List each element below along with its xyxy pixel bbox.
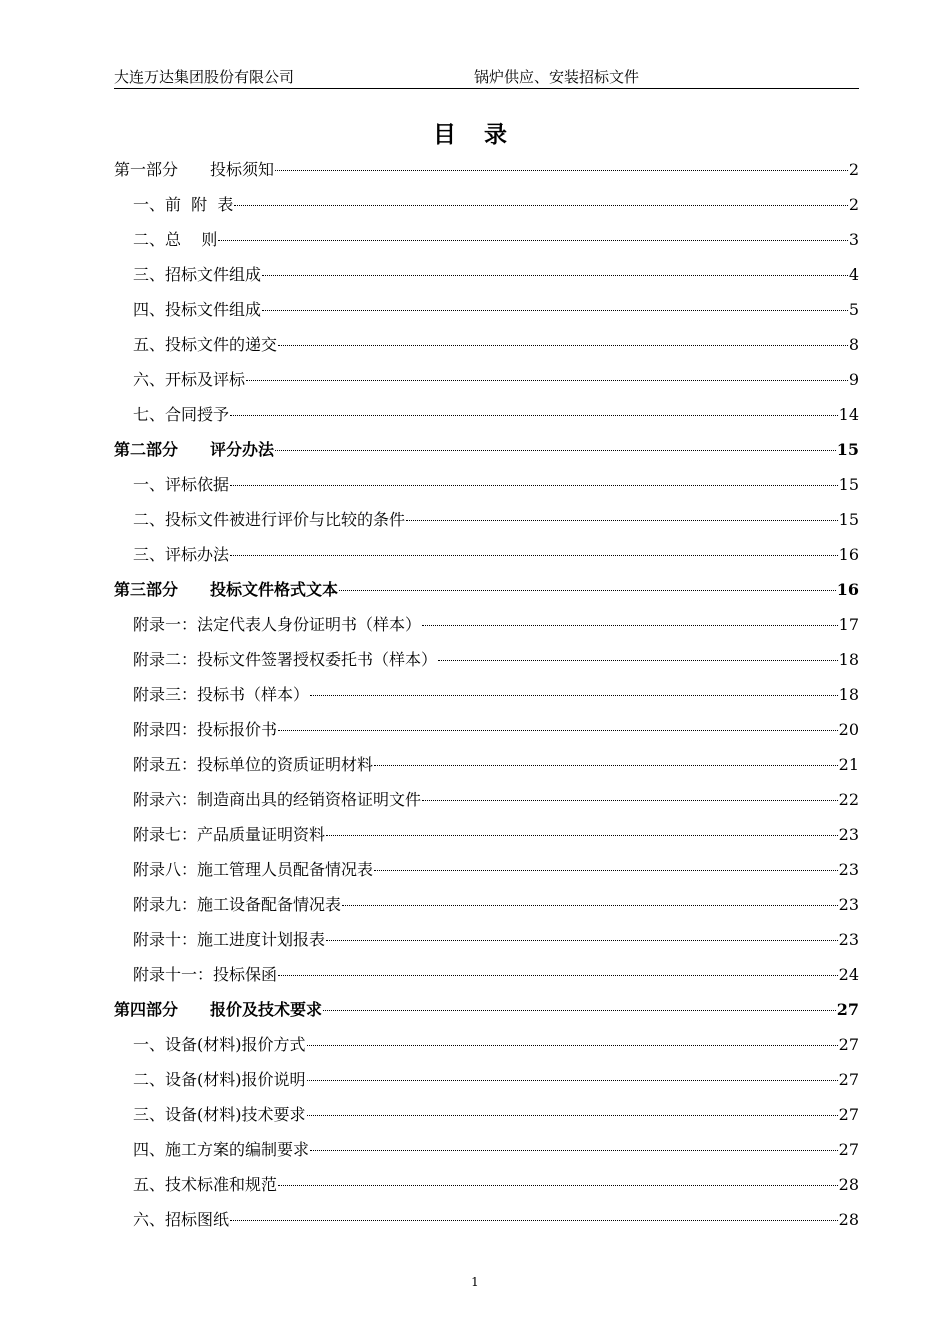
toc-entry[interactable] [114, 1027, 859, 1062]
toc-dot-leader [246, 369, 848, 381]
toc-dot-leader [374, 859, 838, 871]
toc-dot-leader [307, 1104, 838, 1116]
toc-entry-page: 16 [838, 545, 859, 564]
toc-entry[interactable] [114, 292, 859, 327]
page-header [114, 64, 859, 89]
toc-dot-leader [342, 894, 838, 906]
toc-entry-label: 附录十一：投标保函 [133, 965, 278, 984]
toc-entry-label: 附录八：施工管理人员配备情况表 [133, 860, 374, 879]
toc-entry[interactable] [114, 922, 859, 957]
toc-entry-page: 5 [848, 300, 859, 319]
toc-entry-label: 附录九：施工设备配备情况表 [133, 895, 342, 914]
toc-entry-page: 9 [848, 370, 859, 389]
toc-entry[interactable] [114, 957, 859, 992]
toc-entry[interactable] [114, 747, 859, 782]
toc-entry[interactable] [114, 537, 859, 572]
toc-entry-page: 27 [836, 1000, 859, 1019]
toc-entry[interactable] [114, 327, 859, 362]
toc-dot-leader [326, 929, 838, 941]
toc-dot-leader [278, 719, 838, 731]
toc-dot-leader [230, 1209, 838, 1221]
toc-entry-page: 2 [848, 160, 859, 179]
toc-entry[interactable] [114, 817, 859, 852]
toc-dot-leader [307, 1034, 838, 1046]
toc-entry-page: 23 [838, 825, 859, 844]
toc-entry[interactable] [114, 607, 859, 642]
toc-entry-page: 28 [838, 1210, 859, 1229]
toc-entry-label: 投标须知 [210, 160, 275, 179]
toc-entry[interactable] [114, 677, 859, 712]
toc-entry-label: 七、合同授予 [133, 405, 230, 424]
toc-part-number: 第四部分 [114, 1000, 179, 1019]
toc-entry[interactable] [114, 1132, 859, 1167]
toc-part-entry[interactable] [114, 152, 859, 187]
toc-entry[interactable] [114, 397, 859, 432]
toc-entry-label: 二、设备(材料)报价说明 [133, 1070, 306, 1089]
toc-dot-leader [230, 544, 838, 556]
toc-entry-page: 8 [848, 335, 859, 354]
toc-dot-leader [374, 754, 838, 766]
toc-dot-leader [326, 824, 838, 836]
toc-dot-leader [438, 649, 838, 661]
toc-entry-label: 三、招标文件组成 [133, 265, 262, 284]
toc-part-entry[interactable] [114, 992, 859, 1027]
toc-dot-leader [262, 264, 848, 276]
toc-entry[interactable] [114, 1202, 859, 1237]
toc-entry-label: 附录三：投标书（样本） [133, 685, 310, 704]
toc-dot-leader [339, 579, 836, 591]
toc-entry-page: 23 [838, 860, 859, 879]
toc-dot-leader [275, 439, 836, 451]
toc-entry-page: 2 [848, 195, 859, 214]
toc-entry[interactable] [114, 852, 859, 887]
toc-dot-leader [230, 474, 838, 486]
toc-entry-label: 五、投标文件的递交 [133, 335, 278, 354]
toc-entry-label: 评分办法 [210, 440, 275, 459]
toc-entry-label: 附录五：投标单位的资质证明材料 [133, 755, 374, 774]
toc-entry[interactable] [114, 222, 859, 257]
toc-entry-label: 三、设备(材料)技术要求 [133, 1105, 306, 1124]
toc-dot-leader [230, 404, 838, 416]
toc-entry[interactable] [114, 712, 859, 747]
toc-entry[interactable] [114, 467, 859, 502]
toc-entry[interactable] [114, 257, 859, 292]
toc-entry-label: 一、评标依据 [133, 475, 230, 494]
toc-entry-page: 20 [838, 720, 859, 739]
toc-entry[interactable] [114, 887, 859, 922]
toc-dot-leader [278, 334, 848, 346]
toc-dot-leader [307, 1069, 838, 1081]
toc-title: 目 录 [432, 122, 517, 148]
toc-entry[interactable] [114, 1062, 859, 1097]
toc-entry-page: 27 [838, 1140, 859, 1159]
toc-dot-leader [310, 684, 838, 696]
toc-part-number: 第一部分 [114, 160, 179, 179]
header-company: 大连万达集团股份有限公司 [114, 68, 295, 86]
toc-entry-label: 附录二：投标文件签署授权委托书（样本） [133, 650, 438, 669]
toc-entry-label: 附录十：施工进度计划报表 [133, 930, 326, 949]
toc-part-entry[interactable] [114, 572, 859, 607]
toc-entry-label: 二、总 则 [133, 230, 218, 249]
toc-dot-leader [218, 229, 847, 241]
toc-dot-leader [262, 299, 848, 311]
toc-entry-page: 15 [838, 510, 859, 529]
toc-dot-leader [310, 1139, 838, 1151]
toc-entry-page: 15 [836, 440, 859, 459]
toc-entry-page: 18 [838, 685, 859, 704]
toc-entry-label: 四、投标文件组成 [133, 300, 262, 319]
toc-entry-label: 投标文件格式文本 [210, 580, 339, 599]
toc-entry-page: 18 [838, 650, 859, 669]
toc-entry-label: 三、评标办法 [133, 545, 230, 564]
toc-dot-leader [278, 1174, 838, 1186]
toc-entry-page: 28 [838, 1175, 859, 1194]
toc-entry-page: 4 [848, 265, 859, 284]
toc-entry-label: 附录七：产品质量证明资料 [133, 825, 326, 844]
toc-entry[interactable] [114, 502, 859, 537]
toc-dot-leader [275, 159, 848, 171]
toc-entry-label: 附录一：法定代表人身份证明书（样本） [133, 615, 422, 634]
toc-entry-page: 23 [838, 930, 859, 949]
toc-entry[interactable] [114, 782, 859, 817]
toc-part-number: 第二部分 [114, 440, 179, 459]
toc-entry-page: 27 [838, 1070, 859, 1089]
toc-entry-label: 报价及技术要求 [210, 1000, 323, 1019]
toc-entry-label: 六、招标图纸 [133, 1210, 230, 1229]
toc-entry-label: 四、施工方案的编制要求 [133, 1140, 310, 1159]
toc-entry-page: 15 [838, 475, 859, 494]
toc-entry-label: 附录六：制造商出具的经销资格证明文件 [133, 790, 422, 809]
toc-dot-leader [422, 614, 838, 626]
toc-entry-label: 一、前 附 表 [133, 195, 234, 214]
toc-entry[interactable] [114, 642, 859, 677]
toc-part-entry[interactable] [114, 432, 859, 467]
toc-entry-page: 27 [838, 1105, 859, 1124]
toc-entry-page: 3 [848, 230, 859, 249]
toc-entry-label: 二、投标文件被进行评价与比较的条件 [133, 510, 406, 529]
toc-dot-leader [323, 999, 836, 1011]
page-number: 1 [471, 1275, 479, 1289]
toc-dot-leader [422, 789, 838, 801]
toc-entry-page: 27 [838, 1035, 859, 1054]
toc-entry[interactable] [114, 1097, 859, 1132]
toc-entry-page: 16 [836, 580, 859, 599]
toc-entry-label: 五、技术标准和规范 [133, 1175, 278, 1194]
table-of-contents [114, 152, 859, 1237]
toc-entry-page: 14 [838, 405, 859, 424]
toc-entry-page: 21 [838, 755, 859, 774]
toc-dot-leader [406, 509, 838, 521]
toc-part-number: 第三部分 [114, 580, 179, 599]
toc-entry-page: 17 [838, 615, 859, 634]
toc-entry[interactable] [114, 1167, 859, 1202]
header-doc-title: 锅炉供应、安装招标文件 [474, 68, 640, 86]
toc-dot-leader [234, 194, 847, 206]
toc-dot-leader [278, 964, 838, 976]
toc-entry[interactable] [114, 187, 859, 222]
toc-entry-label: 六、开标及评标 [133, 370, 246, 389]
toc-entry-page: 22 [838, 790, 859, 809]
toc-entry-page: 24 [838, 965, 859, 984]
toc-entry-label: 附录四：投标报价书 [133, 720, 278, 739]
toc-entry-label: 一、设备(材料)报价方式 [133, 1035, 306, 1054]
toc-entry-page: 23 [838, 895, 859, 914]
toc-entry[interactable] [114, 362, 859, 397]
